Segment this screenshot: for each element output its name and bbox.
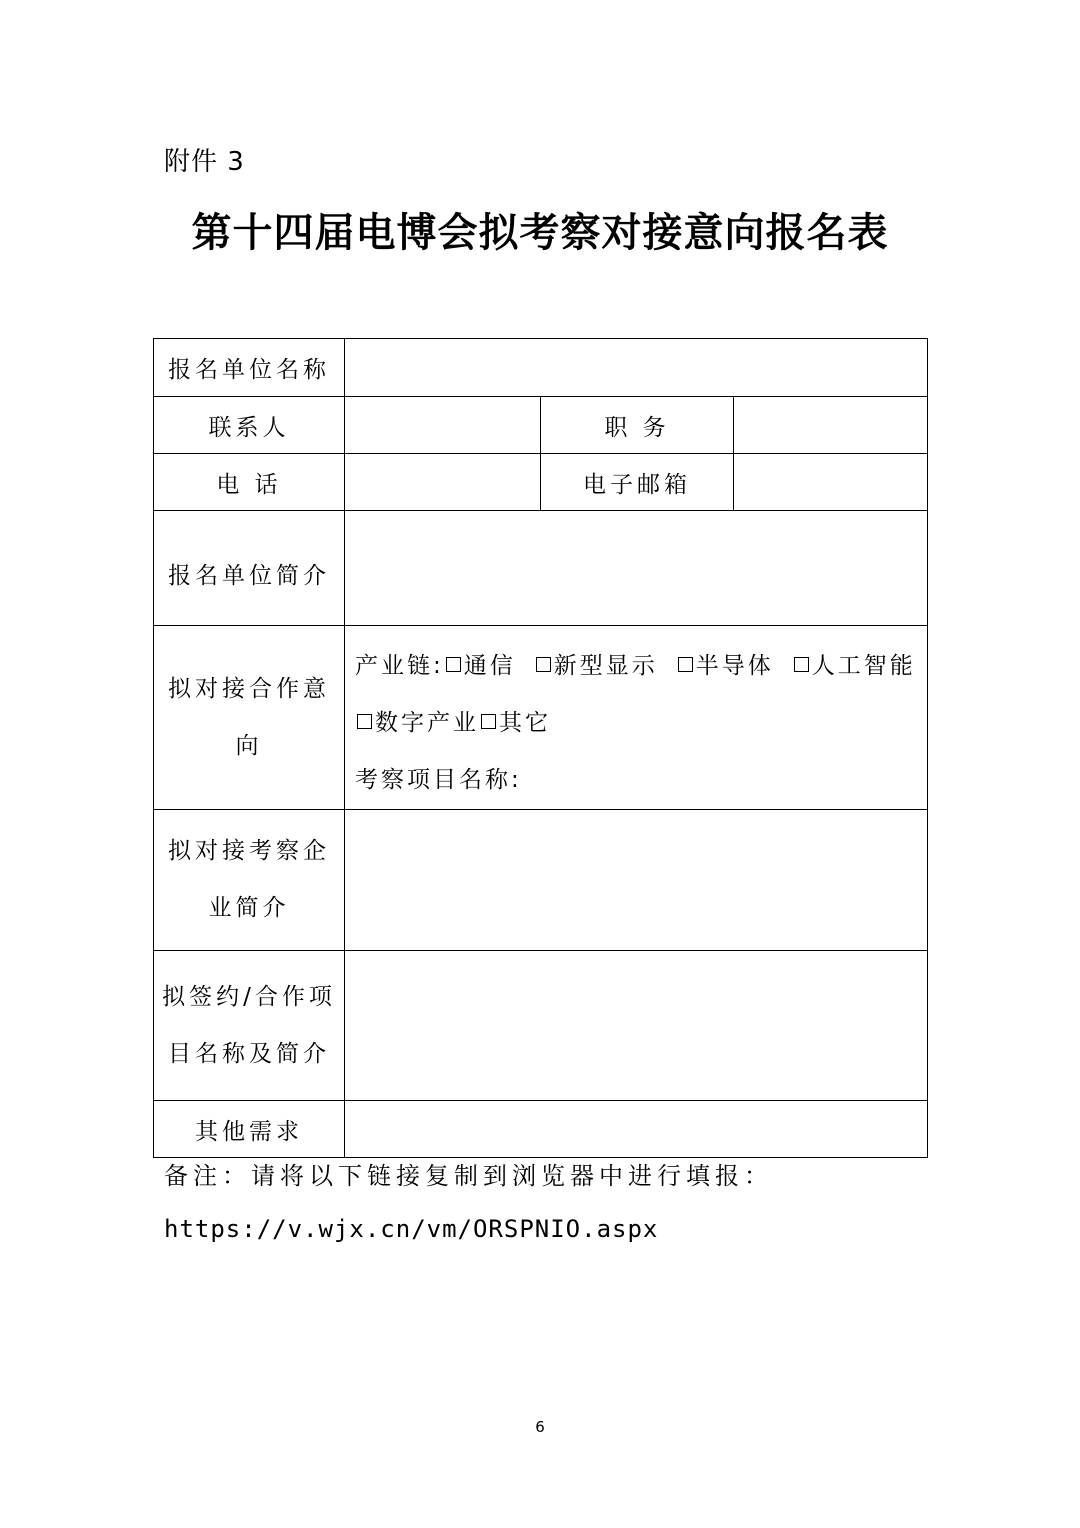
industry-chain-line-2 [355, 695, 927, 752]
contact-label: 联系人 [154, 397, 345, 454]
checkbox[interactable] [536, 657, 551, 672]
target-company-label-line1: 拟对接考察企 [168, 838, 330, 864]
inspect-project-label: 考察项目名称: [355, 767, 522, 793]
org-name-field[interactable] [345, 339, 928, 397]
page-number: 6 [535, 1418, 545, 1436]
checkbox[interactable] [678, 657, 693, 672]
position-field[interactable] [734, 397, 928, 454]
position-label: 职 务 [541, 397, 734, 454]
email-label: 电子邮箱 [541, 454, 734, 511]
checkbox[interactable] [357, 714, 372, 729]
org-name-label: 报名单位名称 [154, 339, 345, 397]
row-contact [154, 397, 928, 454]
option-label: 人工智能 [811, 653, 916, 679]
org-intro-field[interactable] [345, 511, 928, 626]
option-other[interactable] [479, 710, 551, 736]
coop-intent-label-line1: 拟对接合作意 [168, 675, 330, 702]
target-company-label-line2: 业简介 [208, 895, 290, 921]
registration-form-table [153, 338, 928, 1158]
other-needs-label: 其他需求 [154, 1101, 345, 1158]
coop-intent-label-line2: 向 [235, 732, 263, 759]
phone-label: 电 话 [154, 454, 345, 511]
target-company-field[interactable] [345, 810, 928, 951]
sign-project-label-line1: 拟签约/合作项 [162, 983, 336, 1010]
row-sign-project [154, 951, 928, 1101]
option-label: 半导体 [695, 653, 774, 679]
contact-field[interactable] [345, 397, 541, 454]
option-label: 其它 [499, 710, 551, 736]
target-company-label [154, 810, 345, 951]
coop-intent-label [154, 626, 345, 810]
sign-project-label [154, 951, 345, 1101]
option-digital-industry[interactable] [355, 710, 479, 736]
sign-project-label-line2: 目名称及简介 [168, 1040, 330, 1067]
option-new-display[interactable] [534, 653, 658, 679]
option-label: 数字产业 [375, 710, 479, 736]
row-org-name [154, 339, 928, 397]
option-telecom[interactable] [444, 653, 516, 679]
sign-project-field[interactable] [345, 951, 928, 1101]
row-phone [154, 454, 928, 511]
row-coop-intent [154, 626, 928, 810]
attachment-label: 附件 3 [164, 147, 245, 177]
row-org-intro [154, 511, 928, 626]
row-target-company [154, 810, 928, 951]
option-semiconductor[interactable] [676, 653, 774, 679]
registration-url[interactable]: https://v.wjx.cn/vm/ORSPNIO.aspx [164, 1215, 659, 1243]
email-field[interactable] [734, 454, 928, 511]
footer-note: 备注：请将以下链接复制到浏览器中进行填报： [164, 1162, 773, 1190]
option-label: 新型显示 [553, 653, 658, 679]
page-title: 第十四届电博会拟考察对接意向报名表 [191, 209, 889, 256]
other-needs-field[interactable] [345, 1101, 928, 1158]
option-label: 通信 [463, 653, 516, 679]
checkbox[interactable] [794, 657, 809, 672]
checkbox[interactable] [481, 714, 496, 729]
checkbox[interactable] [446, 657, 461, 672]
row-other-needs [154, 1101, 928, 1158]
coop-intent-field [345, 626, 928, 810]
industry-chain-line [355, 638, 927, 695]
industry-chain-prefix: 产业链: [355, 653, 444, 679]
option-ai[interactable] [792, 653, 916, 679]
phone-field[interactable] [345, 454, 541, 511]
org-intro-label: 报名单位简介 [154, 511, 345, 626]
